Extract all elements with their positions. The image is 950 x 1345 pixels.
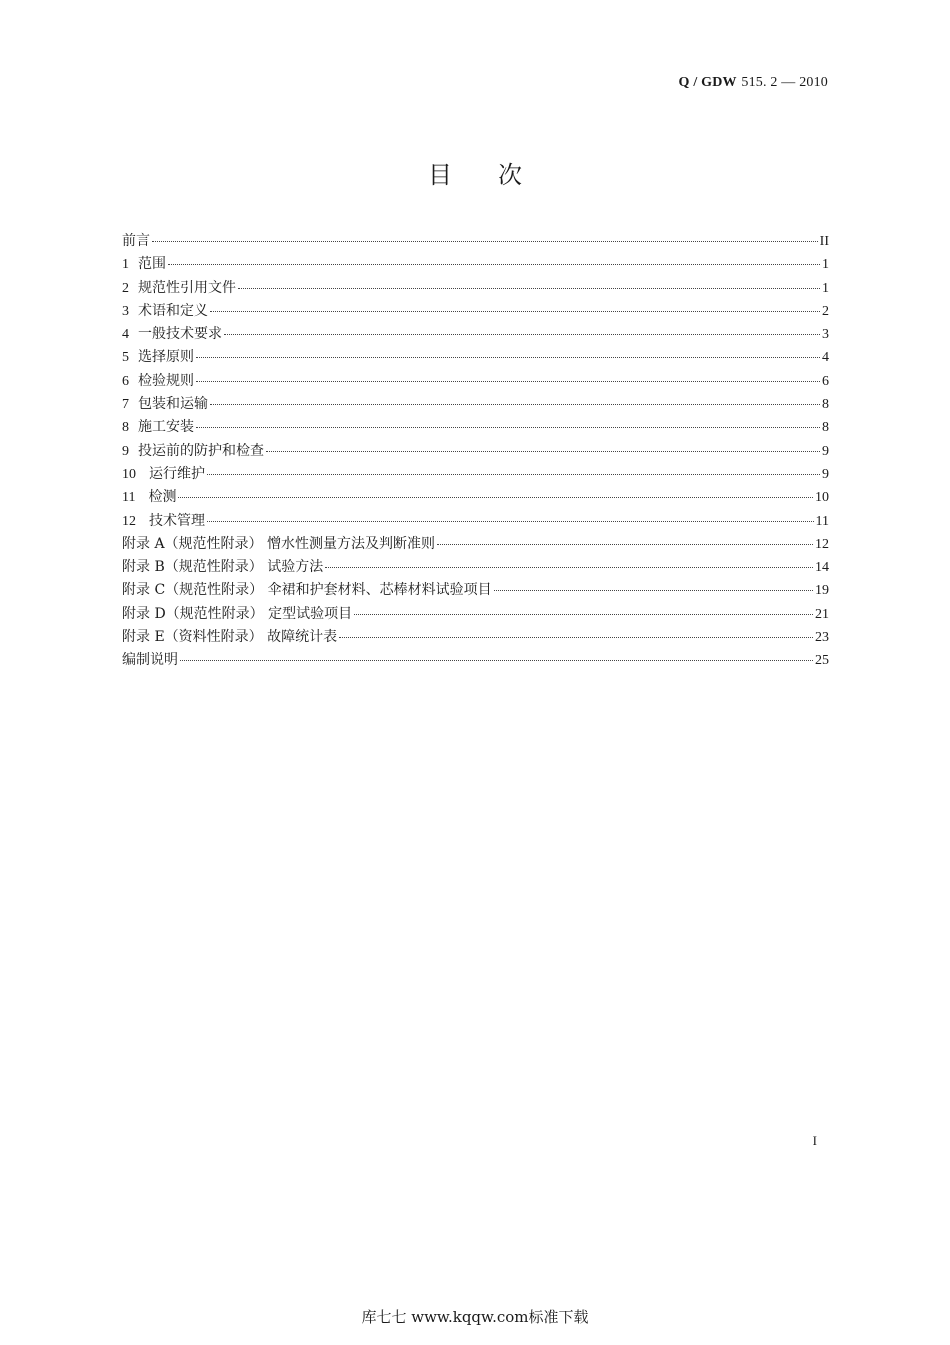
toc-dot-leader [325, 567, 813, 568]
toc-dot-leader [178, 497, 813, 498]
toc-entry[interactable] [122, 370, 829, 393]
toc-dot-leader [152, 241, 818, 242]
toc-dot-leader [266, 451, 820, 452]
toc-entry-number: 12 [122, 513, 136, 529]
toc-entry[interactable] [122, 440, 829, 463]
toc-entry-label: 附录 A（规范性附录） 憎水性测量方法及判断准则 [122, 535, 436, 552]
toc-entry-number: 9 [122, 443, 129, 459]
toc-entry-number: 7 [122, 397, 129, 413]
toc-entry-number: 8 [122, 420, 129, 436]
toc-entry-number: 3 [122, 303, 129, 319]
toc-entry[interactable] [122, 626, 829, 649]
toc-entry-page: 19 [815, 583, 829, 599]
toc-entry[interactable] [122, 323, 829, 346]
toc-entry-label: 选择原则 [138, 349, 194, 366]
toc-entry-label: 附录 D（规范性附录） 定型试验项目 [122, 605, 353, 622]
toc-entry-page: 8 [822, 397, 829, 413]
toc-dot-leader [210, 311, 820, 312]
toc-entry-label: 附录 B（规范性附录） 试验方法 [122, 559, 324, 576]
toc-dot-leader [196, 381, 820, 382]
toc-entry-label: 技术管理 [149, 512, 205, 529]
toc-entry[interactable] [122, 510, 829, 533]
toc-entry-page: 23 [815, 630, 829, 646]
toc-entry-page: 2 [822, 303, 829, 319]
toc-entry-label: 范围 [138, 256, 166, 273]
toc-entry-label: 附录 E（资料性附录） 故障统计表 [122, 629, 338, 646]
toc-dot-leader [494, 590, 813, 591]
toc-entry[interactable] [122, 300, 829, 323]
toc-entry[interactable] [122, 393, 829, 416]
toc-entry-label: 检测 [148, 489, 177, 506]
toc-entry-number: 2 [122, 280, 129, 296]
toc-entry-number: 6 [122, 373, 129, 389]
toc-entry-label: 包装和运输 [138, 396, 208, 413]
page-title: 目次 [428, 161, 568, 189]
toc-entry[interactable] [122, 603, 829, 626]
toc-dot-leader [339, 637, 813, 638]
toc-entry-page: 1 [822, 280, 829, 296]
toc-dot-leader [180, 660, 813, 661]
toc-entry-number: 10 [122, 466, 136, 482]
page-number: I [812, 1133, 817, 1148]
toc-entry-number: 4 [122, 327, 129, 343]
toc-entry-label: 规范性引用文件 [138, 279, 236, 296]
toc-entry-page: 6 [822, 373, 829, 389]
toc-entry[interactable] [122, 556, 829, 579]
toc-entry-page: II [819, 234, 829, 249]
toc-entry-label: 术语和定义 [138, 302, 208, 319]
standard-header [679, 74, 828, 91]
toc-entry-label: 一般技术要求 [138, 326, 222, 343]
toc-entry[interactable] [122, 486, 829, 509]
toc-entry-page: 8 [822, 420, 829, 436]
toc-entry[interactable] [122, 649, 829, 672]
standard-prefix: Q / GDW [678, 75, 737, 90]
toc-entry[interactable] [122, 230, 829, 253]
toc-entry-page: 1 [822, 257, 829, 273]
table-of-contents [122, 230, 829, 673]
toc-dot-leader [207, 521, 814, 522]
toc-entry-label: 投运前的防护和检查 [138, 442, 264, 459]
toc-entry-number: 5 [122, 350, 129, 366]
toc-entry-number: 11 [122, 490, 136, 506]
toc-dot-leader [437, 544, 813, 545]
toc-entry-label: 施工安装 [138, 419, 194, 436]
toc-entry-number: 1 [122, 257, 129, 273]
toc-entry-page: 25 [815, 653, 829, 669]
toc-entry[interactable] [122, 533, 829, 556]
toc-entry[interactable] [122, 346, 829, 369]
toc-entry-label: 运行维护 [149, 465, 205, 482]
toc-dot-leader [196, 357, 820, 358]
toc-dot-leader [238, 288, 820, 289]
toc-entry[interactable] [122, 579, 829, 602]
standard-number: 515. 2 — 2010 [741, 75, 828, 90]
toc-entry[interactable] [122, 463, 829, 486]
toc-entry-label: 前言 [122, 233, 150, 249]
toc-entry-label: 附录 C（规范性附录） 伞裙和护套材料、芯棒材料试验项目 [122, 582, 492, 599]
toc-entry-page: 4 [822, 350, 829, 366]
toc-entry-page: 14 [815, 560, 829, 576]
toc-dot-leader [224, 334, 820, 335]
toc-entry-page: 12 [815, 536, 829, 552]
toc-dot-leader [168, 264, 820, 265]
toc-entry-page: 11 [815, 513, 829, 529]
toc-entry-page: 9 [822, 466, 829, 482]
toc-entry-label: 检验规则 [138, 372, 194, 389]
toc-dot-leader [196, 427, 820, 428]
toc-entry[interactable] [122, 277, 829, 300]
toc-entry-label: 编制说明 [122, 652, 178, 669]
toc-entry[interactable] [122, 416, 829, 439]
toc-entry-page: 10 [815, 490, 829, 506]
toc-dot-leader [354, 614, 813, 615]
toc-dot-leader [210, 404, 820, 405]
toc-entry[interactable] [122, 253, 829, 276]
toc-entry-page: 21 [815, 606, 829, 622]
toc-entry-page: 9 [822, 443, 829, 459]
toc-entry-page: 3 [822, 327, 829, 343]
footer-watermark: 库七七 www.kqqw.com标准下载 [361, 1308, 589, 1326]
toc-dot-leader [207, 474, 820, 475]
